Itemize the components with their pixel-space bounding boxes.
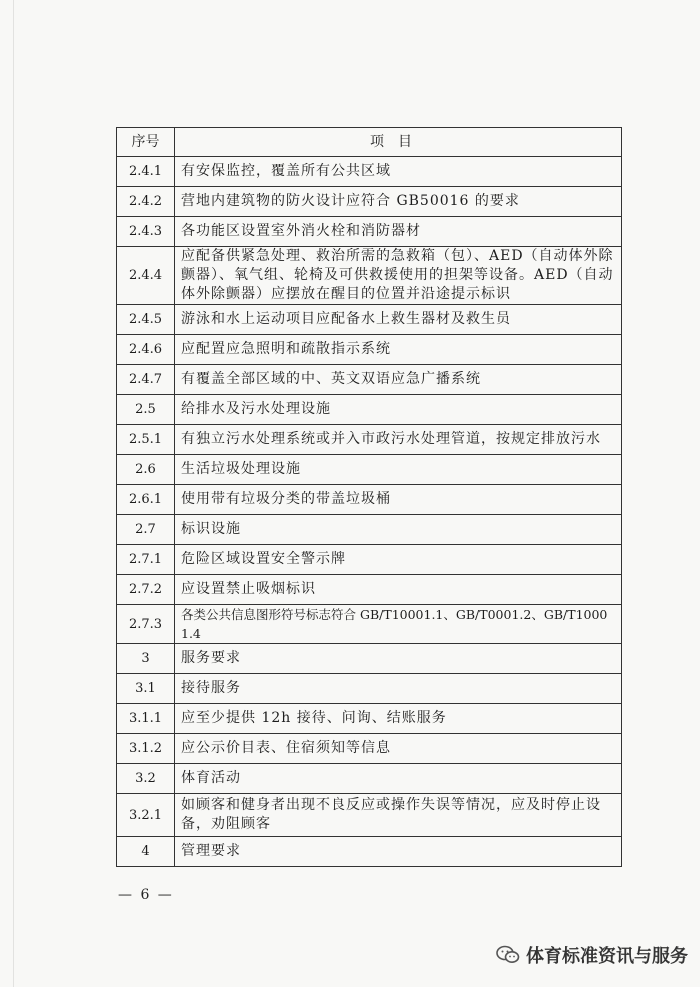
table-row [117,644,622,674]
table-row [117,674,622,704]
row-number: 3.1.2 [117,734,175,764]
row-number: 2.5 [117,395,175,425]
table-row [117,365,622,395]
row-number: 3.2 [117,764,175,794]
table-row [117,794,622,837]
row-number: 2.4.2 [117,187,175,217]
row-number: 3.1 [117,674,175,704]
row-number: 2.6 [117,455,175,485]
table-row [117,704,622,734]
row-number: 2.7 [117,515,175,545]
row-item: 有覆盖全部区域的中、英文双语应急广播系统 [175,365,622,395]
wechat-icon [496,944,520,966]
row-number: 3.2.1 [117,794,175,837]
row-number: 3.1.1 [117,704,175,734]
row-item: 给排水及污水处理设施 [175,395,622,425]
row-item: 应至少提供 12h 接待、问询、结账服务 [175,704,622,734]
row-item: 应公示价目表、住宿须知等信息 [175,734,622,764]
table-row [117,485,622,515]
row-number: 2.7.3 [117,605,175,644]
row-number: 2.4.6 [117,335,175,365]
table-row [117,247,622,305]
row-item: 游泳和水上运动项目应配备水上救生器材及救生员 [175,305,622,335]
row-item: 如顾客和健身者出现不良反应或操作失误等情况，应及时停止设备，劝阻顾客 [175,794,622,837]
account-watermark [496,942,688,968]
table-row [117,605,622,644]
table-row [117,335,622,365]
row-item: 接待服务 [175,674,622,704]
row-item: 有独立污水处理系统或并入市政污水处理管道，按规定排放污水 [175,425,622,455]
requirements-table [116,127,622,867]
watermark-text: 体育标准资讯与服务 [526,946,688,967]
table-row [117,764,622,794]
row-number: 2.4.4 [117,247,175,305]
table-row [117,395,622,425]
row-item: 生活垃圾处理设施 [175,455,622,485]
row-item: 营地内建筑物的防火设计应符合 GB50016 的要求 [175,187,622,217]
row-number: 3 [117,644,175,674]
table-row [117,734,622,764]
row-item: 标识设施 [175,515,622,545]
row-number: 2.7.2 [117,575,175,605]
page-number: — 6 — [118,887,174,903]
table-row [117,515,622,545]
table-row [117,217,622,247]
row-item: 有安保监控，覆盖所有公共区域 [175,157,622,187]
row-number: 2.4.5 [117,305,175,335]
row-number: 2.4.3 [117,217,175,247]
row-number: 2.7.1 [117,545,175,575]
row-item: 危险区域设置安全警示牌 [175,545,622,575]
table-row [117,545,622,575]
row-item: 各类公共信息图形符号标志符合 GB/T10001.1、GB/T0001.2、GB/T10001.4 [175,605,622,644]
page-edge-line [13,0,14,987]
row-number: 4 [117,837,175,867]
row-item: 使用带有垃圾分类的带盖垃圾桶 [175,485,622,515]
table-row [117,837,622,867]
row-number: 2.6.1 [117,485,175,515]
row-number: 2.4.7 [117,365,175,395]
row-number: 2.4.1 [117,157,175,187]
row-item: 应设置禁止吸烟标识 [175,575,622,605]
table-row [117,575,622,605]
row-item: 体育活动 [175,764,622,794]
table-row [117,305,622,335]
header-item: 项目 [175,128,622,157]
header-no: 序号 [117,128,175,157]
table-row [117,157,622,187]
row-item: 管理要求 [175,837,622,867]
row-item: 服务要求 [175,644,622,674]
table-row [117,187,622,217]
row-item: 应配置应急照明和疏散指示系统 [175,335,622,365]
table-row [117,425,622,455]
row-item: 应配备供紧急处理、救治所需的急救箱（包）、AED（自动体外除颤器）、氧气组、轮椅及可供救援使用的担架等设备。AED（自动体外除颤器）应摆放在醒目的位置并沿途提示标识 [175,247,622,305]
row-number: 2.5.1 [117,425,175,455]
table-row [117,455,622,485]
row-item: 各功能区设置室外消火栓和消防器材 [175,217,622,247]
